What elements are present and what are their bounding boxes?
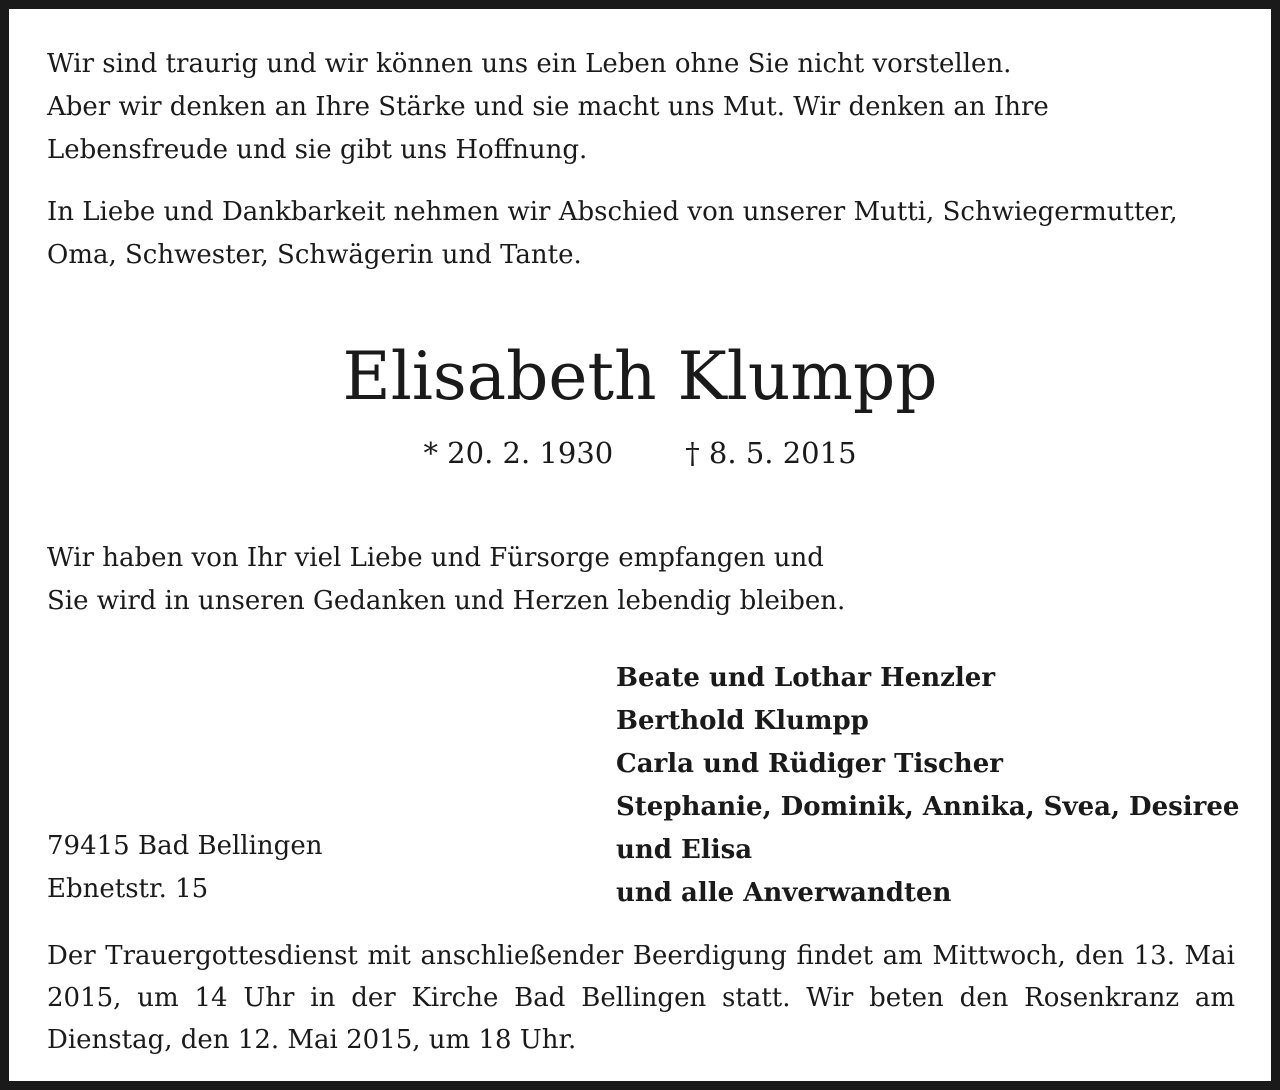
farewell-paragraph (47, 191, 1178, 277)
service-announcement: Der Trauergottesdienst mit anschließender Beerdigung findet am Mittwoch, den 13. Mai 2015, um 14 Uhr in der Kirche Bad Bellingen statt. Wir beten den Rosenkranz am Dienstag, den 12. Mai 2015, um 18 Uhr. (47, 941, 1235, 1055)
intro-line: Aber wir denken an Ihre Stärke und sie macht uns Mut. Wir denken an Ihre (47, 92, 1049, 122)
mourner-line: Stephanie, Dominik, Annika, Svea, Desiree (616, 792, 1240, 822)
remembrance-paragraph (47, 537, 845, 623)
farewell-line: In Liebe und Dankbarkeit nehmen wir Abschied von unserer Mutti, Schwiegermutter, (47, 197, 1178, 227)
address-street: Ebnetstr. 15 (47, 874, 209, 904)
life-dates (9, 433, 1271, 473)
mourner-line: Berthold Klumpp (616, 706, 869, 736)
mourner-line: und alle Anverwandten (616, 878, 952, 908)
mourner-line: und Elisa (616, 835, 753, 865)
deceased-name: Elisabeth Klumpp (342, 338, 938, 415)
address-city: 79415 Bad Bellingen (47, 831, 323, 861)
mourners-list (616, 657, 1239, 915)
mourner-line: Beate und Lothar Henzler (616, 663, 996, 693)
intro-line: Wir sind traurig und wir können uns ein Leben ohne Sie nicht vorstellen. (47, 49, 1012, 79)
death-date: † 8. 5. 2015 (685, 436, 857, 470)
remembrance-line: Wir haben von Ihr viel Liebe und Fürsorge empfangen und (47, 543, 824, 573)
intro-line: Lebensfreude und sie gibt uns Hoffnung. (47, 135, 588, 165)
intro-paragraph (47, 43, 1049, 172)
farewell-line: Oma, Schwester, Schwägerin und Tante. (47, 240, 582, 270)
birth-date: * 20. 2. 1930 (423, 436, 614, 470)
remembrance-line: Sie wird in unseren Gedanken und Herzen lebendig bleiben. (47, 586, 846, 616)
address-block (47, 825, 322, 911)
mourner-line: Carla und Rüdiger Tischer (616, 749, 1003, 779)
